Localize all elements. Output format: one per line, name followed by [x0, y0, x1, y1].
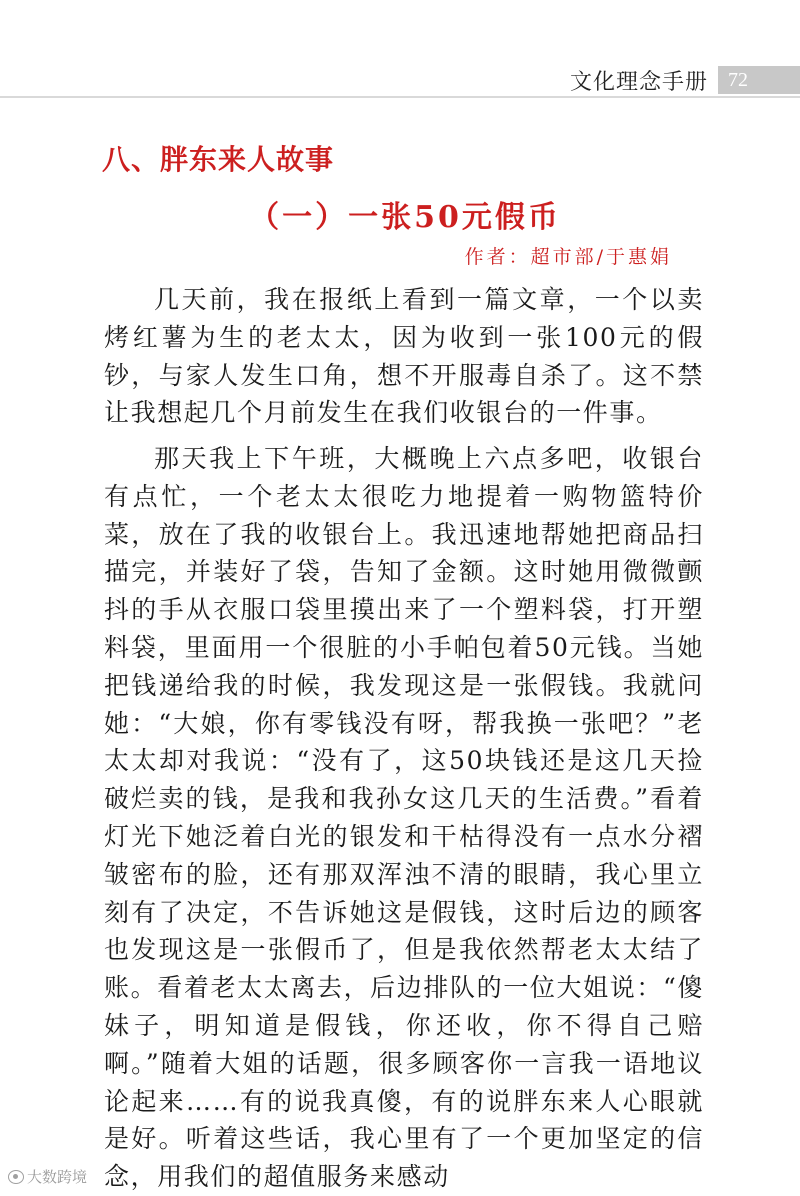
page-header: [0, 62, 800, 102]
header-title: 文化理念手册: [569, 70, 708, 95]
body-paragraph-1: 几天前，我在报纸上看到一篇文章，一个以卖烤红薯为生的老太太，因为收到一张100元的假钞，与家人发生口角，想不开服毒自杀了。这不禁让我想起几个月前发生在我们收银台的一件事。: [104, 285, 704, 428]
body-paragraph-2: 那天我上下午班，大概晚上六点多吧，收银台有点忙，一个老太太很吃力地提着一购物篮特价菜，放在了我的收银台上。我迅速地帮她把商品扫描完，并装好了袋，告知了金额。这时她用微微颤抖的手从衣服口袋里摸出来了一个塑料袋，打开塑料袋，里面用一个很脏的小手帕包着50元钱。当她把钱递给我的时候，我发现这是一张假钱。我就问她：“大娘，你有零钱没有呀，帮我换一张吧？”老太太却对我说：“没有了，这50块钱还是这几天捡破烂卖的钱，是我和我孙女这几天的生活费。”看着灯光下她泛着白光的银发和干枯得没有一点水分褶皱密布的脸，还有那双浑浊不清的眼睛，我心里立刻有了决定，不告诉她这是假钱，这时后边的顾客也发现这是一张假币了，但是我依然帮老太太结了账。看着老太太离去，后边排队的一位大姐说：“傻妹子，明知道是假钱，你还收，你不得自己赔啊。”随着大姐的话题，很多顾客你一言我一语地议论起来……有的说我真傻，有的说胖东来人心眼就是好。听着这些话，我心里有了一个更加坚定的信念，用我们的超值服务来感动: [104, 444, 704, 1192]
story-title: （一）一张50元假币: [249, 200, 561, 235]
watermark: [8, 1166, 87, 1187]
watermark-logo-icon: [8, 1170, 24, 1184]
section-title: 八、胖东来人故事: [102, 143, 335, 176]
author-byline: 作者：超市部/于惠娟: [464, 246, 672, 268]
header-rule: [0, 96, 800, 98]
page-number-badge: 72: [718, 66, 800, 94]
watermark-text: 大数跨境: [27, 1168, 88, 1186]
